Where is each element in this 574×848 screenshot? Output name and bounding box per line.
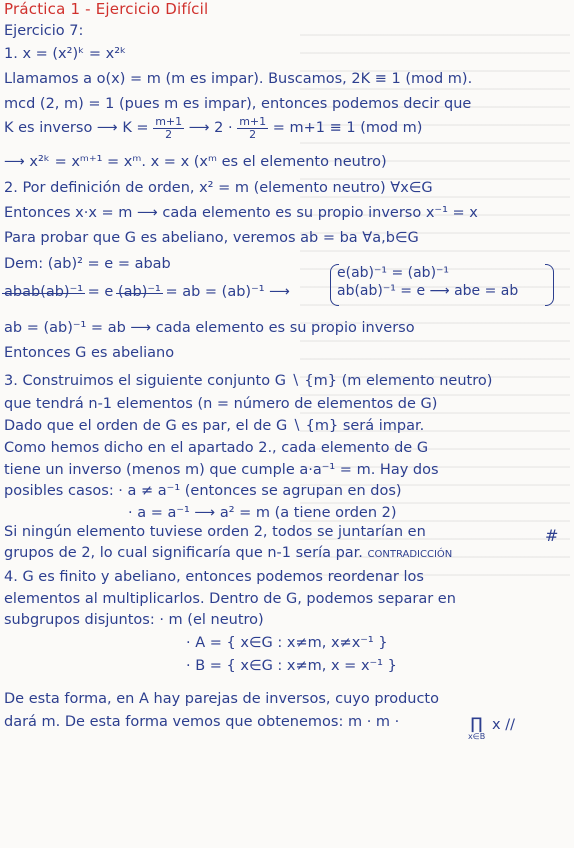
case-block (337, 265, 518, 300)
exercise-heading: Ejercicio 7: (4, 23, 84, 39)
line-24: subgrupos disjuntos: · m (el neutro) (4, 612, 264, 628)
line-6: 2. Por definición de orden, x² = m (elemento neutro) ∀x∈G (4, 180, 433, 196)
line-19: · a = a⁻¹ ⟶ a² = m (a tiene orden 2) (128, 505, 397, 521)
line-12: Entonces G es abeliano (4, 345, 175, 361)
product-over-b (468, 716, 485, 741)
right-brace (545, 264, 554, 306)
fraction-1 (153, 116, 184, 140)
line-5: ⟶ x²ᵏ = xᵐ⁺¹ = xᵐ. x = x (xᵐ es el elemento neutro) (4, 154, 387, 170)
line-25: · A = { x∈G : x≠m, x≠x⁻¹ } (186, 635, 388, 651)
line-26: · B = { x∈G : x≠m, x = x⁻¹ } (186, 658, 397, 674)
line-9: Dem: (ab)² = e = abab (4, 256, 171, 272)
line-28: dará m. De esta forma vemos que obtenemos: m · m · (4, 714, 400, 730)
fraction-1-den: 2 (165, 127, 173, 141)
line-4-end: = m+1 ≡ 1 (mod m) (272, 120, 423, 137)
struck-term-1: abab (4, 284, 41, 300)
line-8: Para probar que G es abeliano, veremos ab = ba ∀a,b∈G (4, 230, 419, 246)
line-16: Como hemos dicho en el apartado 2., cada elemento de G (4, 440, 429, 456)
struck-term-3: (ab)⁻¹ (117, 284, 161, 300)
struck-term-2: (ab)⁻¹ (40, 284, 84, 300)
line-20: Si ningún elemento tuviese orden 2, todos se juntarían en (4, 524, 426, 540)
line-15: Dado que el orden de G es par, el de G ∖ {m} será impar. (4, 418, 425, 434)
line-4-mid: ⟶ 2 · (188, 120, 233, 137)
line-11: ab = (ab)⁻¹ = ab ⟶ cada elemento es su propio inverso (4, 320, 415, 336)
line-7: Entonces x·x = m ⟶ cada elemento es su propio inverso x⁻¹ = x (4, 205, 478, 221)
line-13: 3. Construimos el siguiente conjunto G ∖ {m} (m elemento neutro) (4, 373, 493, 389)
line-1: 1. x = (x²)ᵏ = x²ᵏ (4, 46, 127, 62)
page-title: Práctica 1 - Ejercicio Difícil (4, 0, 209, 18)
line-23: elementos al multiplicarlos. Dentro de G, podemos separar en (4, 591, 456, 607)
line-10 (4, 285, 290, 300)
line-21-text: grupos de 2, lo cual significaría que n-1 sería par. (4, 545, 363, 561)
line-10-rest: = ab = (ab)⁻¹ ⟶ (165, 284, 290, 300)
product-subscript: x∈B (468, 732, 486, 741)
line-4 (4, 116, 422, 140)
contradiction-label: CONTRADICCIÓN (367, 549, 453, 560)
fraction-2-num: m+1 (239, 115, 267, 128)
product-symbol: ∏ (470, 714, 483, 733)
fraction-2 (237, 116, 268, 140)
line-10-eq: = e (87, 284, 114, 300)
line-27: De esta forma, en A hay parejas de inversos, cuyo producto (4, 691, 439, 707)
case-1: e(ab)⁻¹ = (ab)⁻¹ (337, 265, 450, 281)
line-4-start: K es inverso ⟶ K = (4, 120, 149, 137)
line-22: 4. G es finito y abeliano, entonces podemos reordenar los (4, 569, 424, 585)
fraction-2-den: 2 (249, 127, 257, 141)
line-21 (4, 546, 452, 561)
line-2: Llamamos a o(x) = m (m es impar). Buscamos, 2K ≡ 1 (mod m). (4, 71, 473, 87)
line-18: posibles casos: · a ≠ a⁻¹ (entonces se agrupan en dos) (4, 483, 402, 499)
hash-mark: # (545, 526, 559, 545)
product-tail: x // (492, 717, 515, 733)
line-3: mcd (2, m) = 1 (pues m es impar), entonces podemos decir que (4, 96, 472, 112)
case-2: ab(ab)⁻¹ = e ⟶ abe = ab (337, 282, 519, 299)
line-14: que tendrá n-1 elementos (n = número de elementos de G) (4, 396, 438, 412)
line-17: tiene un inverso (menos m) que cumple a·a⁻¹ = m. Hay dos (4, 462, 439, 478)
fraction-1-num: m+1 (155, 115, 183, 128)
